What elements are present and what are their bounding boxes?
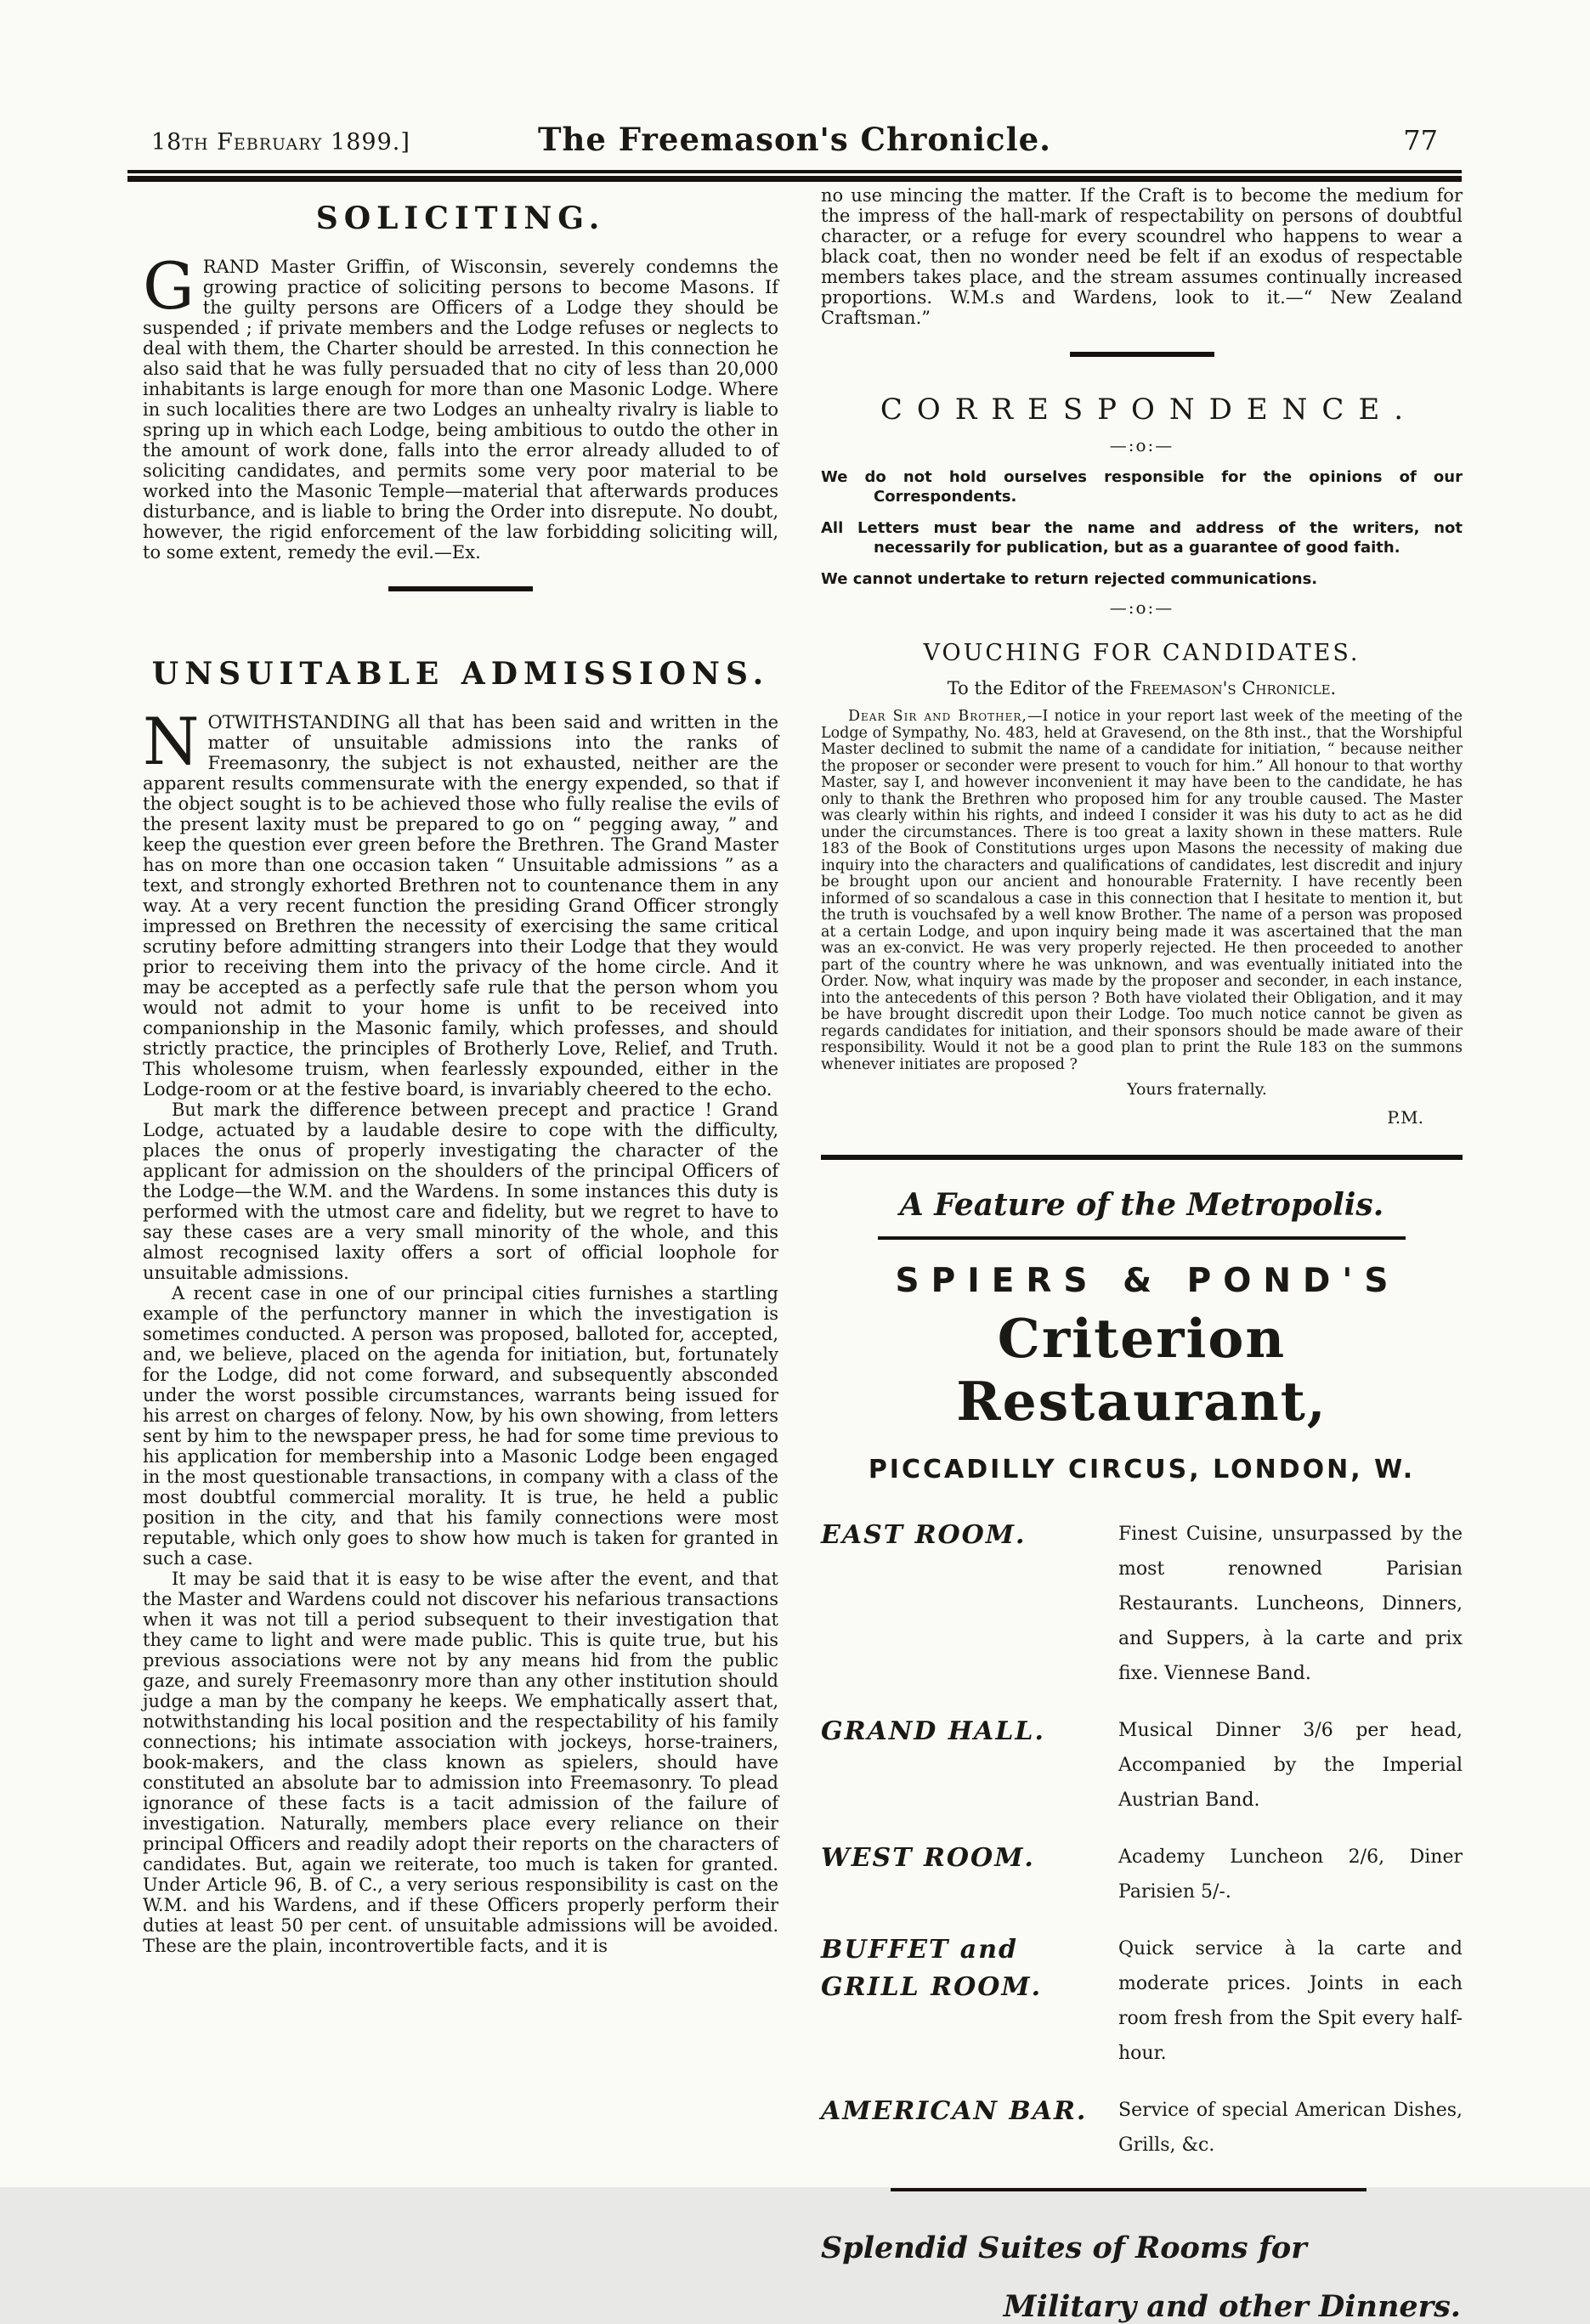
dropcap-initial: N <box>143 704 200 779</box>
column-rule <box>821 1155 1463 1160</box>
ad-room-label: GRAND HALL. <box>821 1716 1045 1746</box>
ad-room-row <box>821 1713 1463 1818</box>
publication-title: The Freemason's Chronicle. <box>537 121 1052 158</box>
left-column <box>143 189 778 1956</box>
ad-room-row <box>821 1517 1463 1691</box>
ornament-separator: —:o:— <box>1109 597 1174 618</box>
ad-address: PICCADILLY CIRCUS, LONDON, W. <box>868 1455 1416 1484</box>
ad-room-label: WEST ROOM. <box>821 1843 1035 1873</box>
letter-body <box>821 709 1463 1073</box>
page-number: 77 <box>1403 124 1438 156</box>
article-unsuitable-text-1: OTWITHSTANDING all that has been said and written in the matter of unsuitable admissions into the ranks of Freemasonry, the subject is not exhausted, neither are the apparent results commensurate with the energy expended, so that if the object sought is to be achieved those who fully realise the evils of the present laxity must be prepared to go on “ pegging away, ” and keep the question ever green before the Brethren. The Grand Master has on more than one occasion taken “ Unsuitable admissions ” as a text, and strongly exhorted Brethren not to countenance them in any way. At a very recent function the presiding Grand Officer strongly impressed on Brethren the necessity of exercising the same critical scrutiny before admitting strangers into their Lodge that they would prior to receiving them into the privacy of the home circle. And it may be accepted as a perfectly safe rule that the person whom you would not admit to your home is unfit to be received into companionship in the Masonic family, which professes, and should strictly practice, the principles of Brotherly Love, Relief, and Truth. This wholesome truism, when fearlessly expounded, either in the Lodge-room or at the festive board, is invariably cheered to the echo. <box>143 712 778 1100</box>
ad-tagline: A Feature of the Metropolis. <box>878 1187 1406 1240</box>
masthead-rule-thin <box>127 170 1462 173</box>
ad-room-description: Service of special American Dishes, Grills, &c. <box>1118 2100 1463 2156</box>
letter-text: —I notice in your report last week of the meeting of the Lodge of Sympathy, No. 483, held at Gravesend, on the 8th inst., that the Worshipful Master declined to submit the name of a candidate for initiation, “ because neither the proposer or seconder were present to vouch for him.” All honour to that worthy Master, say I, and however inconvenient it may have been to the candidate, he has only to thank the Brethren who proposed him for any trouble caused. The Master was clearly within his rights, and indeed I consider it was his duty to act as he did under the circumstances. There is too great a laxity shown in these matters. Rule 183 of the Book of Constitutions urges upon Masons the necessity of making due inquiry into the characters and qualifications of candidates, lest discredit and injury be brought upon our ancient and honourable Fraternity. I have recently been informed of so scandalous a case in this connection that I hesitate to mention it, but the truth is vouchsafed by a well know Brother. The name of a person was proposed at a certain Lodge, and upon inquiry being made it was ascertained that the man was an ex-convict. He was very properly rejected. He then proceeded to another part of the country where he was unknown, and was eventually initiated into the Order. Now, what inquiry was made by the proposer and seconder, in each instance, into the antecedents of this person ? Both have violated their Obligation, and it may be have brought discredit upon their Lodge. Too much notice cannot be given as regards candidates for initiation, and their sponsors should be made aware of their responsibility. Would it not be a good plan to print the Rule 183 on the summons whenever initiates are proposed ? <box>821 708 1463 1073</box>
ad-room-list <box>821 1517 1463 2163</box>
ad-room-description: Finest Cuisine, unsurpassed by the most renowned Parisian Restaurants. Luncheons, Dinners, and Suppers, à la carte and prix fixe. Viennese Band. <box>1118 1524 1463 1684</box>
article-unsuitable-paragraph-4: It may be said that it is easy to be wise after the event, and that the Master and Wardens could not discover his nefarious transactions when it was not till a period subsequent to their investigation that they came to light and were made public. This is quite true, but his previous associations were not by any means hid from the public gaze, and surely Freemasonry more than any other institution should judge a man by the company he keeps. We emphatically assert that, notwithstanding his local position and the respectability of his family connections; his intimate association with jockeys, horse-trainers, book-makers, and the class known as spielers, should have constituted an absolute bar to admission into Freemasonry. To plead ignorance of these facts is a tacit admission of the failure of investigation. Naturally, members place every reliance on their principal Officers and readily adopt their reports on the characters of candidates. But, again we reiterate, too much is taken for granted. Under Article 96, B. of C., a very serious responsibility is cast on the W.M. and his Wardens, and if these Officers properly perform their duties at least 50 per cent. of unsuitable admissions will be avoided. These are the plain, incontrovertible facts, and it is <box>143 1569 778 1956</box>
ad-footer-rule <box>891 2188 1366 2191</box>
right-column <box>821 180 1463 2324</box>
ornament-separator: —:o:— <box>1109 435 1174 455</box>
article-soliciting-paragraph <box>143 248 778 563</box>
advertisement-criterion-restaurant <box>821 1187 1463 2324</box>
article-unsuitable-paragraph-2: But mark the difference between precept and practice ! Grand Lodge, actuated by a laudable desire to cope with the difficulty, places the onus of properly investigating the character of the applicant for admission on the shoulders of the principal Officers of the Lodge—the W.M. and the Wardens. In some instances this duty is performed with the utmost care and fidelity, but we regret to have to say these cases are a very small minority of the whole, and this almost recognised laxity offers a sort of official loophole for unsuitable admissions. <box>143 1100 778 1283</box>
article-unsuitable-admissions <box>143 656 778 1956</box>
article-unsuitable-paragraph-1 <box>143 704 778 1100</box>
ad-restaurant-name: Criterion Restaurant, <box>956 1307 1327 1433</box>
section-divider-rule <box>388 586 533 591</box>
letter-title: VOUCHING FOR CANDIDATES. <box>923 640 1361 666</box>
ad-footer-line-2: Military and other Dinners. <box>1003 2289 1461 2324</box>
correspondence-note: We cannot undertake to return rejected communications. <box>821 570 1318 588</box>
correspondence-note: All Letters must bear the name and address of the writers, not necessarily for publication, but as a guarantee of good faith. <box>821 519 1463 557</box>
masthead <box>127 121 1462 161</box>
article-soliciting-text: RAND Master Griffin, of Wisconsin, severely condemns the growing practice of soliciting persons to become Masons. If the guilty persons are Officers of a Lodge they should be suspended ; if private members and the Lodge refuses or neglects to deal with them, the Charter should be arrested. In this connection he also said that he was fully persuaded that no city of less than 20,000 inhabitants is large enough for more than one Masonic Lodge. Where in such localities there are two Lodges an unhealty rivalry is liable to spring up in which each Lodge, being ambitious to outdo the other in the amount of work done, falls into the error already alluded to of soliciting candidates, and permits some very poor material to be worked into the Masonic Temple—material that afterwards produces disturbance, and is liable to bring the Order into disrepute. No doubt, however, the rigid enforcement of the law forbidding soliciting will, to some extent, remedy the evil.—Ex. <box>143 257 778 563</box>
ad-room-row <box>821 1931 1463 2071</box>
article-continuation-paragraph: no use mincing the matter. If the Craft is to become the medium for the impress of the hall-mark of respectability on persons of doubtful character, or a refuge for every scoundrel who happens to wear a black coat, then no wonder need be felt if an exodus of respectable members takes place, and the stream assumes continually increased proportions. W.M.s and Wardens, look to it.—“ New Zealand Craftsman.” <box>821 185 1463 328</box>
ad-room-row <box>821 2093 1463 2163</box>
ad-room-row <box>821 1840 1463 1909</box>
letter-addressee <box>821 678 1463 698</box>
ad-tagline-wrap <box>821 1187 1463 1240</box>
article-soliciting <box>143 201 778 563</box>
article-unsuitable-title: UNSUITABLE ADMISSIONS. <box>151 656 770 692</box>
correspondence-title: CORRESPONDENCE. <box>880 393 1418 427</box>
article-unsuitable-paragraph-3: A recent case in one of our principal cities furnishes a startling example of the perfunctory manner in which the investigation is sometimes conducted. A person was proposed, balloted for, accepted, and, we believe, placed on the agenda for initiation, but, fortunately for the Lodge, did not come forward, and subsequently absconded under the worst possible circumstances, warrants being issued for his arrest on charges of felony. Now, by his own showing, from letters sent by him to the newspaper press, he had for some time previous to his application for membership into a Masonic Lodge been engaged in the most questionable transactions, in company with a class of the most doubtful commercial morality. It is true, he held a public position in the city, and that his family connections were most reputable, which only goes to show how much is taken for granted in such a case. <box>143 1283 778 1569</box>
ad-room-description: Academy Luncheon 2/6, Diner Parisien 5/-. <box>1118 1846 1463 1903</box>
ad-room-label: EAST ROOM. <box>821 1520 1027 1550</box>
letter-addressee-prefix: To the Editor of the <box>947 678 1129 698</box>
ad-brand-name: SPIERS & POND'S <box>895 1262 1400 1300</box>
dropcap-initial: G <box>143 248 195 324</box>
article-soliciting-title: SOLICITING. <box>315 201 606 236</box>
ad-room-label: AMERICAN BAR. <box>821 2096 1088 2126</box>
letter-salutation: Dear Sir and Brother, <box>848 708 1027 725</box>
ad-room-label: BUFFET and GRILL ROOM. <box>821 1935 1043 2002</box>
ad-room-description: Musical Dinner 3/6 per head, Accompanied by the Imperial Austrian Band. <box>1118 1720 1463 1811</box>
letter-closing: Yours fraternally. <box>1127 1080 1267 1099</box>
ad-footer-line-1: Splendid Suites of Rooms for <box>821 2231 1307 2265</box>
letter-addressee-journal: Freemason's Chronicle. <box>1129 678 1337 698</box>
issue-date: 18th February 1899.] <box>151 129 410 155</box>
correspondence-note: We do not hold ourselves responsible for the opinions of our Correspondents. <box>821 468 1463 506</box>
letter-signature: P.M. <box>1387 1107 1423 1128</box>
section-divider-rule <box>1070 352 1214 357</box>
ad-room-description: Quick service à la carte and moderate prices. Joints in each room fresh from the Spit every half-hour. <box>1118 1938 1463 2064</box>
